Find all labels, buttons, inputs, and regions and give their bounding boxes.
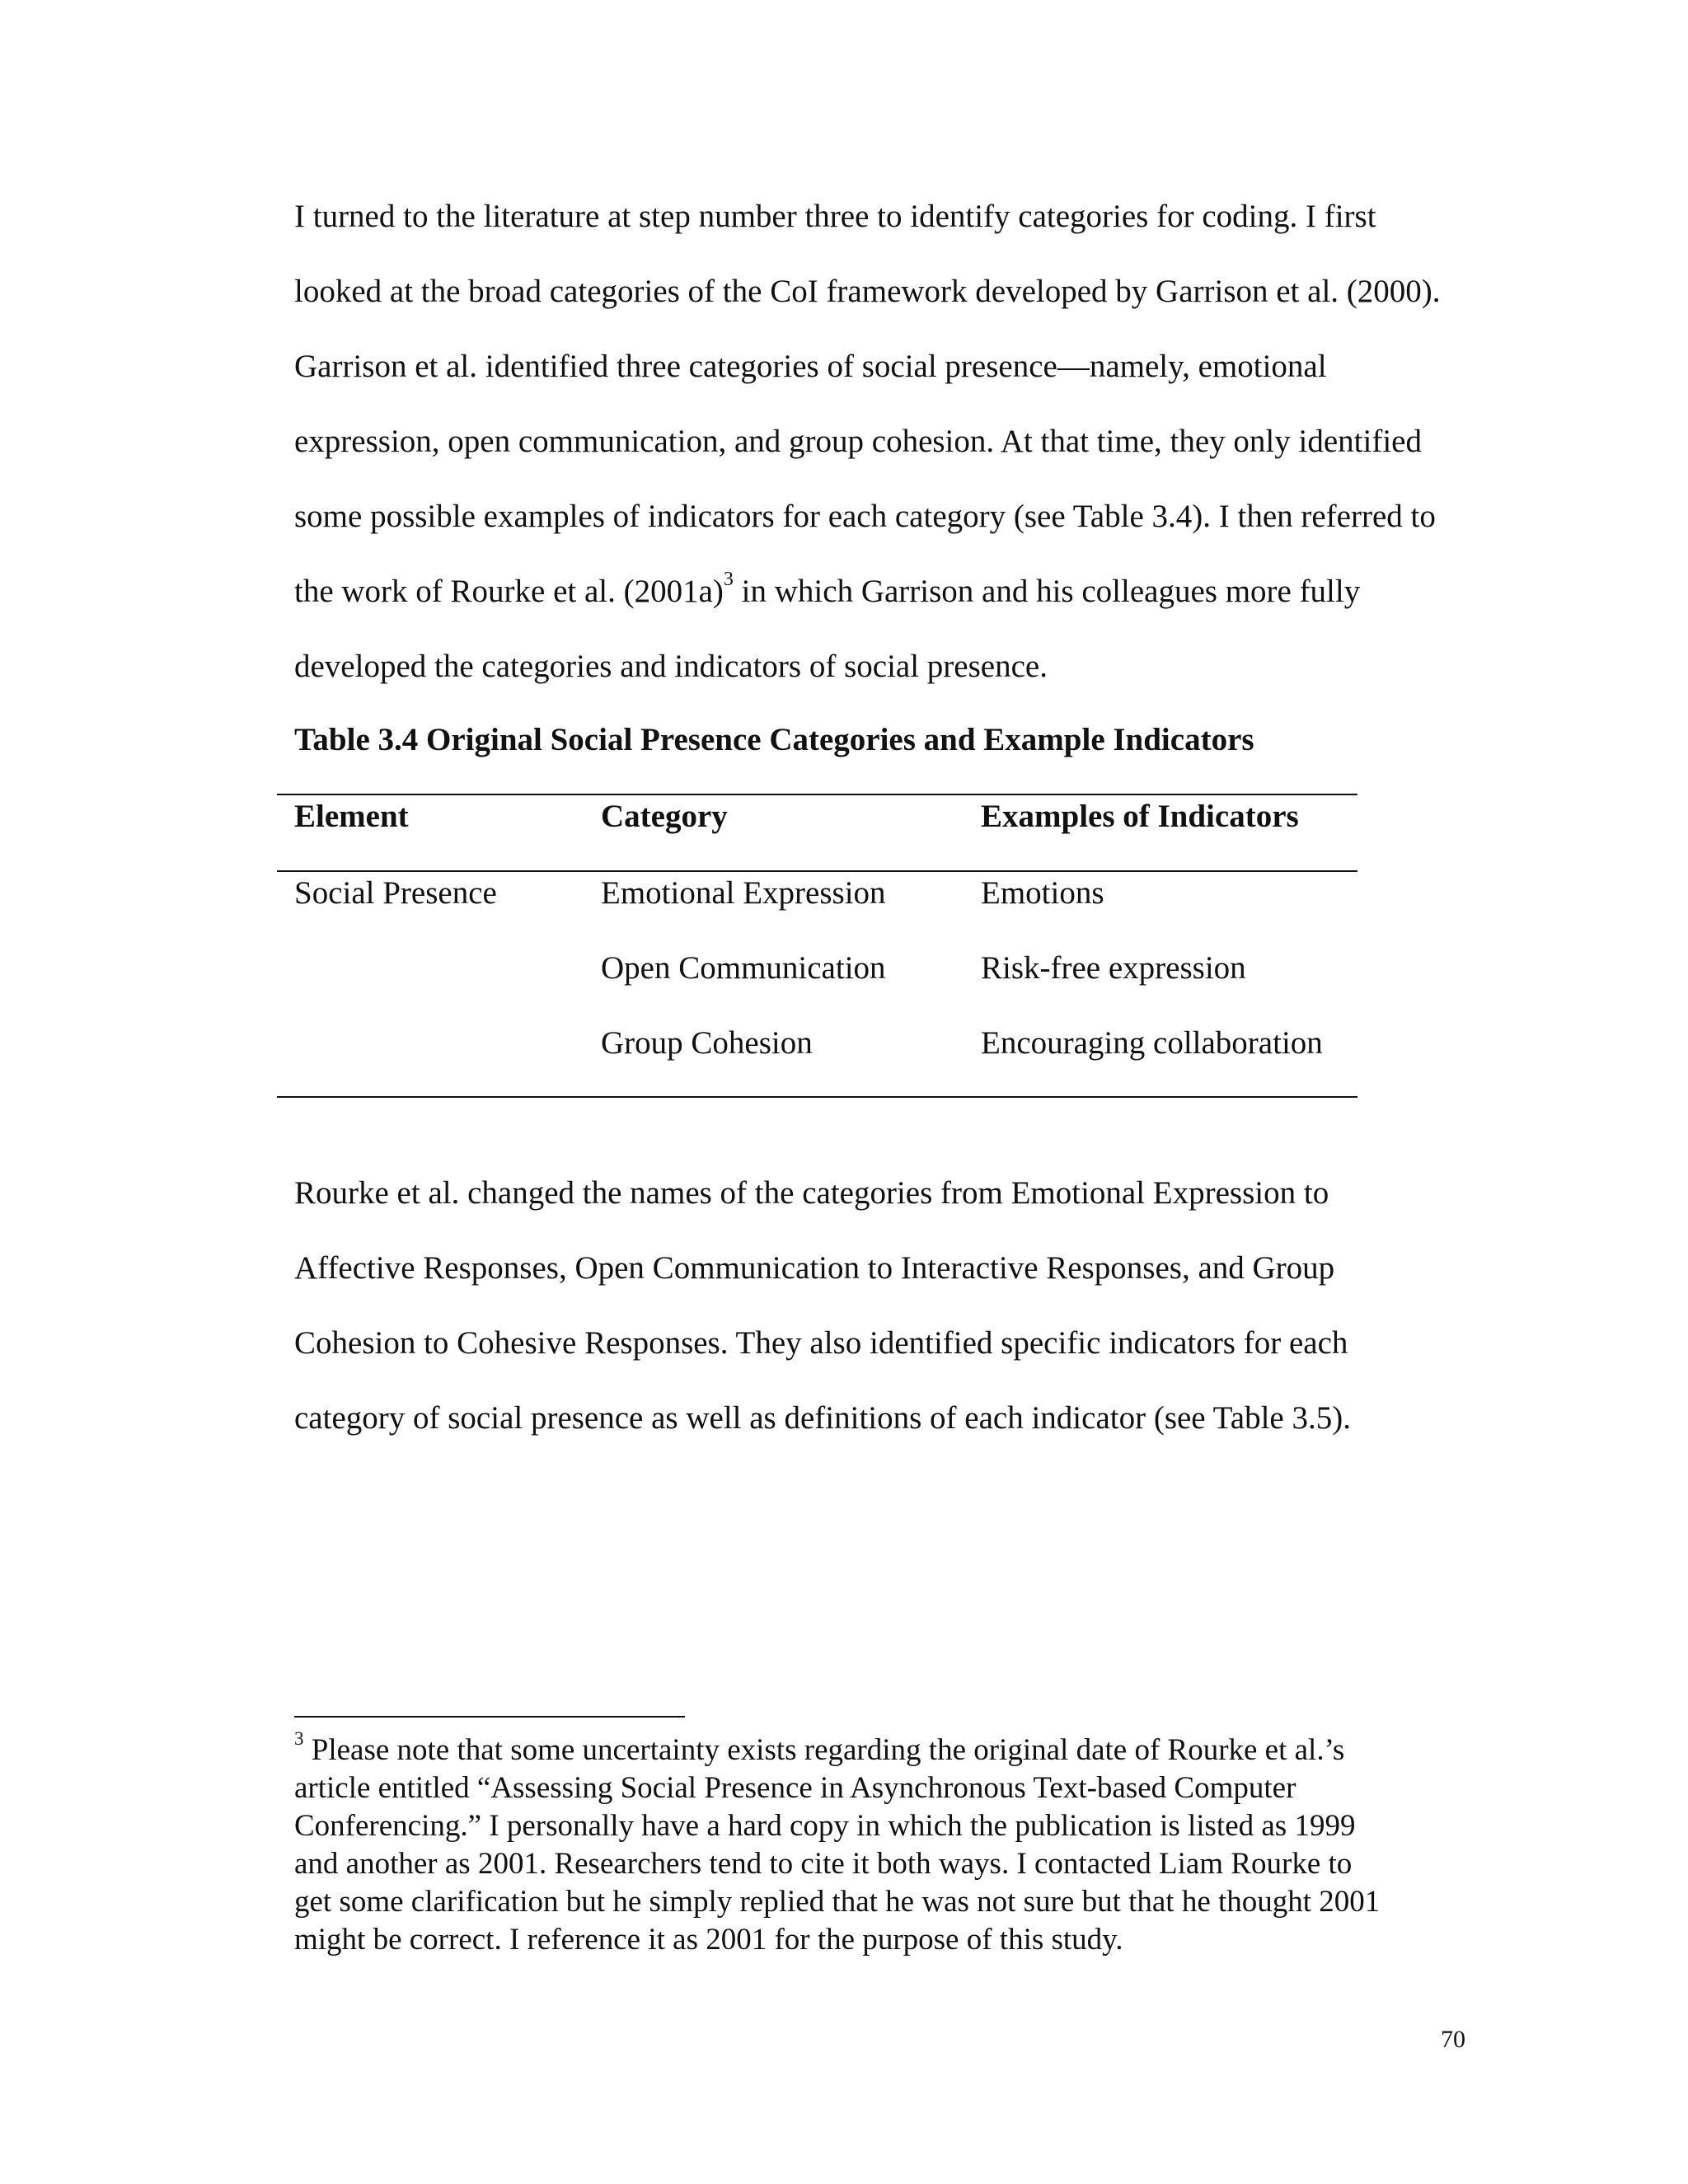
table-cell-element: Social Presence bbox=[294, 875, 497, 911]
table-header-element: Element bbox=[294, 799, 409, 834]
paragraph-1-line: I turned to the literature at step number three to identify categories for coding. I first bbox=[294, 199, 1376, 234]
footnote-reference[interactable]: 3 bbox=[723, 569, 734, 590]
paragraph-1-line: developed the categories and indicators of social presence. bbox=[294, 649, 1048, 684]
paragraph-1-line: expression, open communication, and group cohesion. At that time, they only identified bbox=[294, 424, 1422, 459]
table-cell-category: Open Communication bbox=[601, 950, 886, 986]
paragraph-2-line: Rourke et al. changed the names of the categories from Emotional Expression to bbox=[294, 1175, 1329, 1211]
paragraph-1-line-text: in which Garrison and his colleagues more fully bbox=[733, 574, 1361, 609]
paragraph-2-line: Affective Responses, Open Communication to Interactive Responses, and Group bbox=[294, 1250, 1335, 1286]
table-header-examples: Examples of Indicators bbox=[981, 799, 1299, 834]
paragraph-1-line-text: the work of Rourke et al. (2001a) bbox=[294, 574, 724, 609]
footnote-line: and another as 2001. Researchers tend to cite it both ways. I contacted Liam Rourke to bbox=[294, 1847, 1353, 1881]
page-number: 70 bbox=[1441, 2026, 1465, 2053]
paragraph-1-line: Garrison et al. identified three categories of social presence—namely, emotional bbox=[294, 349, 1327, 384]
footnote-line: might be correct. I reference it as 2001 for the purpose of this study. bbox=[294, 1923, 1123, 1957]
footnote-line: article entitled “Assessing Social Presence in Asynchronous Text-based Computer bbox=[294, 1771, 1296, 1805]
table-bottom-rule bbox=[277, 1096, 1357, 1098]
table-top-rule bbox=[277, 794, 1357, 795]
table-header-rule bbox=[277, 870, 1357, 872]
paragraph-1-line: looked at the broad categories of the CoI framework developed by Garrison et al. (2000). bbox=[294, 274, 1441, 309]
paragraph-2-line: category of social presence as well as definitions of each indicator (see Table 3.5). bbox=[294, 1400, 1351, 1436]
footnote-marker: 3 bbox=[294, 1728, 304, 1749]
table-caption: Table 3.4 Original Social Presence Categories and Example Indicators bbox=[294, 722, 1254, 757]
footnote-line bbox=[294, 1728, 1345, 1767]
table-cell-indicator: Emotions bbox=[981, 875, 1104, 911]
paragraph-2-line: Cohesion to Cohesive Responses. They also identified specific indicators for each bbox=[294, 1325, 1348, 1361]
paragraph-1-line bbox=[294, 569, 1361, 609]
footnote-line: get some clarification but he simply replied that he was not sure but that he thought 2001 bbox=[294, 1885, 1381, 1919]
footnote-line: Conferencing.” I personally have a hard copy in which the publication is listed as 1999 bbox=[294, 1809, 1356, 1843]
paragraph-1-line: some possible examples of indicators for each category (see Table 3.4). I then referred to bbox=[294, 499, 1436, 534]
footnote-line-text: Please note that some uncertainty exists regarding the original date of Rourke et al.’s bbox=[303, 1733, 1345, 1767]
table-header-category: Category bbox=[601, 799, 728, 834]
footnote-separator bbox=[294, 1716, 685, 1718]
table-cell-indicator: Encouraging collaboration bbox=[981, 1025, 1323, 1061]
table-cell-indicator: Risk-free expression bbox=[981, 950, 1246, 986]
table-cell-category: Emotional Expression bbox=[601, 875, 886, 911]
table-cell-category: Group Cohesion bbox=[601, 1025, 813, 1061]
